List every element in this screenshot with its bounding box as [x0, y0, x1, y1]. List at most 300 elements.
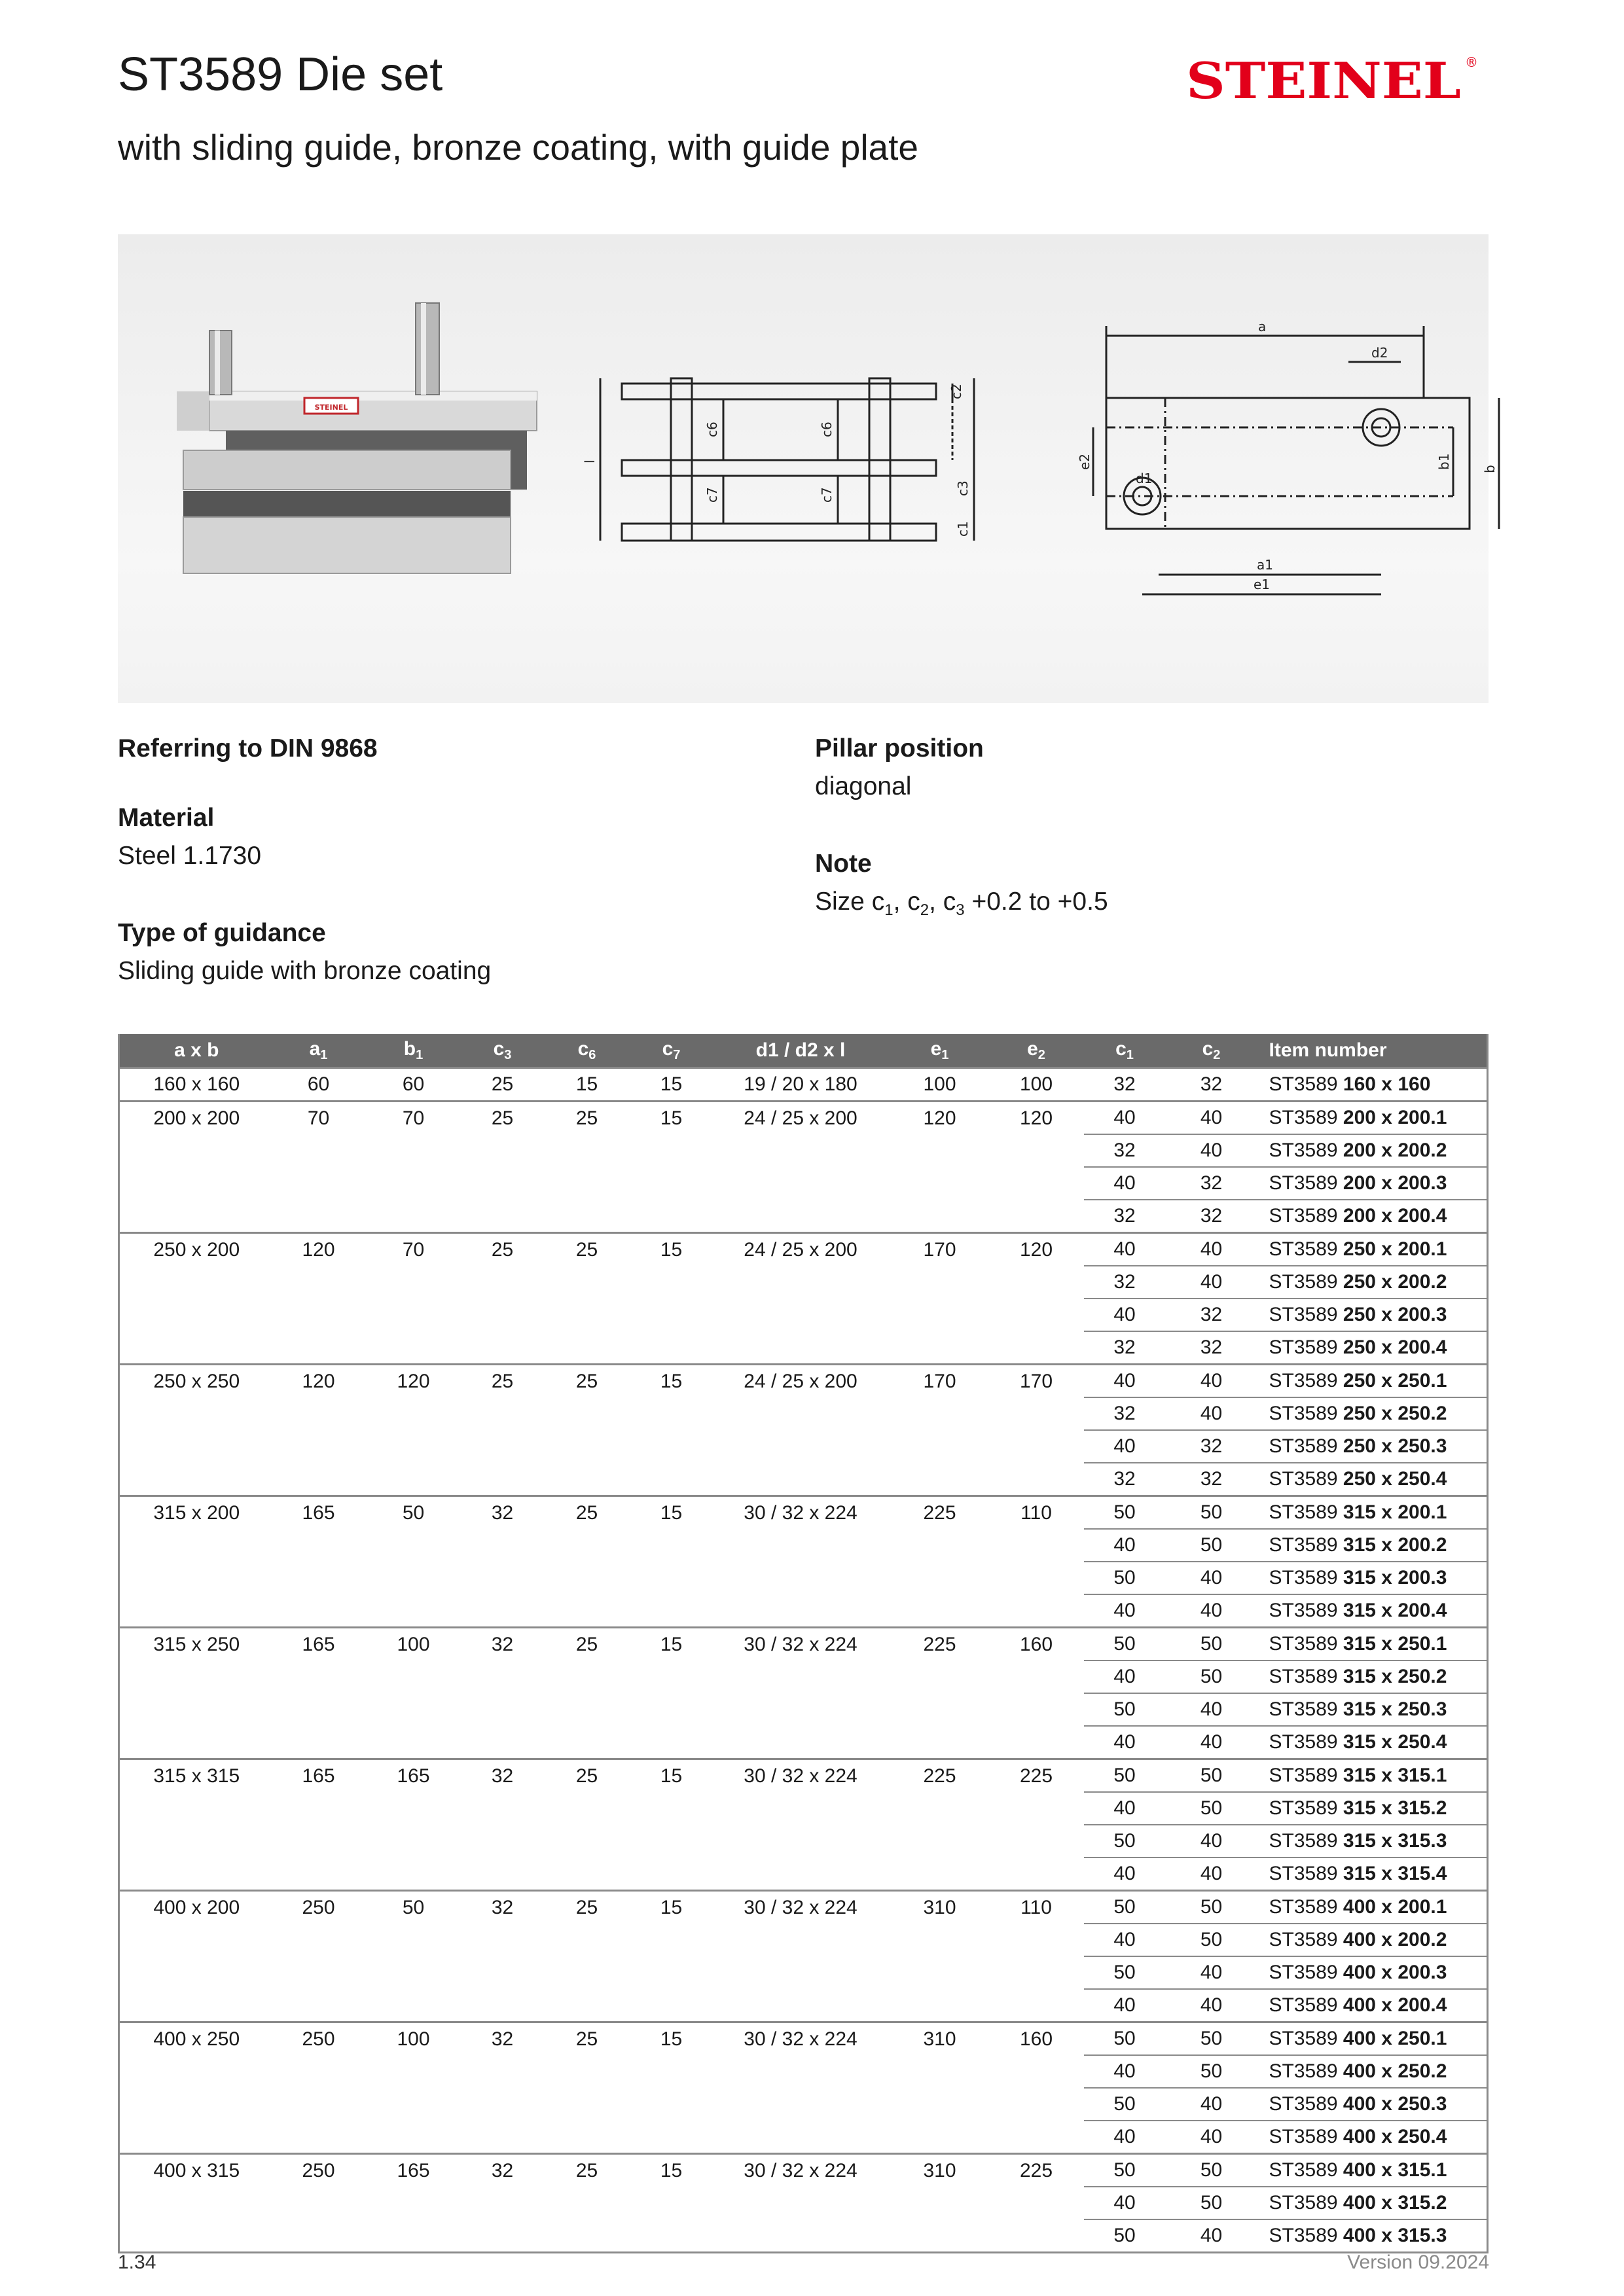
cell-a1 — [274, 1660, 364, 1693]
cell-e1 — [891, 1134, 989, 1167]
cell-c6: 25 — [542, 2154, 632, 2187]
table-row — [119, 2219, 1488, 2253]
cell-c2: 50 — [1166, 2055, 1257, 2088]
cell-c1: 40 — [1084, 1430, 1166, 1463]
cell-b1: 165 — [364, 2154, 463, 2187]
table-row — [119, 2187, 1488, 2219]
cell-size — [119, 1989, 274, 2022]
cell-dl — [711, 1134, 891, 1167]
cell-c7 — [632, 2055, 711, 2088]
table-row — [119, 1134, 1488, 1167]
cell-c2: 50 — [1166, 1759, 1257, 1793]
cell-c7: 15 — [632, 1102, 711, 1135]
cell-dl: 24 / 25 x 200 — [711, 1233, 891, 1266]
cell-c7 — [632, 1200, 711, 1233]
cell-e2 — [989, 2088, 1084, 2121]
cell-c3 — [463, 1397, 542, 1430]
cell-c2: 50 — [1166, 1529, 1257, 1562]
top-view-labels — [1077, 319, 1498, 592]
table-row — [119, 1891, 1488, 1924]
cell-a1 — [274, 1430, 364, 1463]
cell-c1: 50 — [1084, 1891, 1166, 1924]
cell-dl — [711, 1167, 891, 1200]
cell-size: 250 x 250 — [119, 1365, 274, 1398]
cell-e2: 110 — [989, 1496, 1084, 1530]
cell-c3 — [463, 1562, 542, 1594]
cell-e1: 100 — [891, 1068, 989, 1102]
cell-dl — [711, 1562, 891, 1594]
cell-dl: 30 / 32 x 224 — [711, 1759, 891, 1793]
cell-c7: 15 — [632, 1628, 711, 1661]
cell-a1 — [274, 1463, 364, 1496]
cell-b1 — [364, 1726, 463, 1759]
table-row — [119, 1200, 1488, 1233]
info-right-column — [815, 732, 1108, 962]
cell-e1: 310 — [891, 2022, 989, 2056]
cell-size — [119, 1726, 274, 1759]
column-header: $c_1$ — [1084, 1034, 1166, 1068]
svg-text:b1: b1 — [1436, 453, 1452, 470]
die-set-photo — [177, 303, 537, 573]
cell-item-number: ST3589 400 x 250.3 — [1257, 2088, 1488, 2121]
cell-c7 — [632, 1266, 711, 1299]
cell-c1: 40 — [1084, 1857, 1166, 1891]
table-row — [119, 1726, 1488, 1759]
cell-a1 — [274, 1134, 364, 1167]
cell-c2: 50 — [1166, 2187, 1257, 2219]
cell-c1: 50 — [1084, 2088, 1166, 2121]
cell-c6: 25 — [542, 2022, 632, 2056]
table-row — [119, 1102, 1488, 1135]
cell-c6 — [542, 1200, 632, 1233]
cell-b1 — [364, 1397, 463, 1430]
cell-e1 — [891, 1430, 989, 1463]
cell-c7 — [632, 1430, 711, 1463]
cell-c2: 40 — [1166, 2219, 1257, 2253]
cell-c3: 32 — [463, 1891, 542, 1924]
cell-size — [119, 2121, 274, 2154]
cell-a1 — [274, 2088, 364, 2121]
cell-c1: 40 — [1084, 1299, 1166, 1331]
info-left-column — [118, 732, 491, 1031]
cell-e2 — [989, 1331, 1084, 1365]
cell-a1: 120 — [274, 1365, 364, 1398]
cell-c6 — [542, 1924, 632, 1956]
cell-e2: 120 — [989, 1102, 1084, 1135]
cell-c6: 25 — [542, 1102, 632, 1135]
cell-c6: 25 — [542, 1496, 632, 1530]
page-number: 1.34 — [118, 2251, 156, 2273]
cell-c3 — [463, 2088, 542, 2121]
cell-e2: 225 — [989, 1759, 1084, 1793]
cell-a1: 250 — [274, 2022, 364, 2056]
cell-a1: 120 — [274, 1233, 364, 1266]
cell-e2 — [989, 1857, 1084, 1891]
cell-a1 — [274, 1989, 364, 2022]
cell-dl — [711, 1792, 891, 1825]
cell-e1 — [891, 1825, 989, 1857]
cell-c6 — [542, 1167, 632, 1200]
cell-e2 — [989, 2121, 1084, 2154]
cell-item-number: ST3589 315 x 200.1 — [1257, 1496, 1488, 1530]
page-title: ST3589 Die set — [118, 48, 443, 101]
cell-a1 — [274, 1529, 364, 1562]
cell-item-number: ST3589 400 x 315.1 — [1257, 2154, 1488, 2187]
cell-c7: 15 — [632, 1233, 711, 1266]
pillar-value: diagonal — [815, 772, 912, 800]
cell-c7 — [632, 1792, 711, 1825]
column-header: $a_1$ — [274, 1034, 364, 1068]
cell-c1: 40 — [1084, 1529, 1166, 1562]
cell-e2 — [989, 1430, 1084, 1463]
cell-e2 — [989, 1726, 1084, 1759]
cell-c2: 40 — [1166, 1365, 1257, 1398]
cell-c3 — [463, 2187, 542, 2219]
cell-c7 — [632, 2121, 711, 2154]
cell-c6: 25 — [542, 1628, 632, 1661]
pillar-heading: Pillar position — [815, 734, 984, 762]
cell-e1 — [891, 1726, 989, 1759]
cell-a1 — [274, 2187, 364, 2219]
cell-size — [119, 1266, 274, 1299]
table-row — [119, 1167, 1488, 1200]
cell-c2: 32 — [1166, 1430, 1257, 1463]
cell-dl — [711, 1266, 891, 1299]
cell-item-number: ST3589 400 x 200.2 — [1257, 1924, 1488, 1956]
cell-c7 — [632, 1562, 711, 1594]
cell-size — [119, 1660, 274, 1693]
guidance-heading: Type of guidance — [118, 919, 326, 947]
cell-dl — [711, 1299, 891, 1331]
cell-size: 400 x 315 — [119, 2154, 274, 2187]
cell-size — [119, 1200, 274, 1233]
table-row — [119, 1956, 1488, 1989]
cell-e2: 110 — [989, 1891, 1084, 1924]
cell-c2: 32 — [1166, 1167, 1257, 1200]
cell-e1: 225 — [891, 1759, 989, 1793]
cell-c7 — [632, 2088, 711, 2121]
cell-c3 — [463, 1857, 542, 1891]
cell-c2: 40 — [1166, 1233, 1257, 1266]
cell-e2 — [989, 1299, 1084, 1331]
guidance-value: Sliding guide with bronze coating — [118, 957, 492, 985]
column-header: $c_2$ — [1166, 1034, 1257, 1068]
cell-item-number: ST3589 400 x 250.1 — [1257, 2022, 1488, 2056]
table-row — [119, 1529, 1488, 1562]
cell-c7 — [632, 1134, 711, 1167]
cell-b1: 50 — [364, 1891, 463, 1924]
column-header: $e_2$ — [989, 1034, 1084, 1068]
cell-c6 — [542, 1134, 632, 1167]
cell-b1 — [364, 1299, 463, 1331]
cell-c3 — [463, 1430, 542, 1463]
cell-c6 — [542, 1266, 632, 1299]
cell-item-number: ST3589 315 x 315.4 — [1257, 1857, 1488, 1891]
cell-item-number: ST3589 200 x 200.3 — [1257, 1167, 1488, 1200]
cell-a1 — [274, 2219, 364, 2253]
cell-e2 — [989, 2219, 1084, 2253]
cell-item-number: ST3589 250 x 200.3 — [1257, 1299, 1488, 1331]
cell-size — [119, 1825, 274, 1857]
cell-a1 — [274, 1167, 364, 1200]
cell-c6: 25 — [542, 1891, 632, 1924]
cell-e2: 160 — [989, 2022, 1084, 2056]
cell-item-number: ST3589 315 x 315.1 — [1257, 1759, 1488, 1793]
svg-text:a: a — [1258, 319, 1267, 334]
cell-c6 — [542, 1857, 632, 1891]
cell-c3 — [463, 1660, 542, 1693]
cell-c6 — [542, 2219, 632, 2253]
cell-e2 — [989, 1134, 1084, 1167]
cell-c7: 15 — [632, 1496, 711, 1530]
table-header-row — [119, 1034, 1488, 1068]
cell-c7 — [632, 1989, 711, 2022]
table-row — [119, 1759, 1488, 1793]
cell-size — [119, 1299, 274, 1331]
cell-c7 — [632, 1463, 711, 1496]
cell-size — [119, 1562, 274, 1594]
cell-item-number: ST3589 315 x 200.3 — [1257, 1562, 1488, 1594]
cell-b1 — [364, 1529, 463, 1562]
cell-e1 — [891, 1299, 989, 1331]
cell-dl — [711, 1200, 891, 1233]
cell-size — [119, 2055, 274, 2088]
cell-c3: 25 — [463, 1068, 542, 1102]
cell-c2: 32 — [1166, 1331, 1257, 1365]
cell-item-number: ST3589 315 x 315.2 — [1257, 1792, 1488, 1825]
dimensions-table — [118, 1034, 1489, 2253]
cell-item-number: ST3589 200 x 200.4 — [1257, 1200, 1488, 1233]
cell-e1 — [891, 2187, 989, 2219]
cell-size — [119, 2219, 274, 2253]
cell-e1 — [891, 2055, 989, 2088]
cell-e1 — [891, 1924, 989, 1956]
cell-size — [119, 1529, 274, 1562]
cell-dl — [711, 2055, 891, 2088]
cell-c2: 40 — [1166, 1134, 1257, 1167]
cell-c6 — [542, 2088, 632, 2121]
cell-c2: 40 — [1166, 2088, 1257, 2121]
cell-c1: 50 — [1084, 2022, 1166, 2056]
cell-c6 — [542, 2121, 632, 2154]
cell-e1: 120 — [891, 1102, 989, 1135]
cell-b1 — [364, 1331, 463, 1365]
cell-e2 — [989, 1266, 1084, 1299]
cell-size: 400 x 250 — [119, 2022, 274, 2056]
table-row — [119, 1331, 1488, 1365]
cell-dl — [711, 2187, 891, 2219]
cell-c2: 40 — [1166, 1266, 1257, 1299]
photo-label: STEINEL — [314, 403, 348, 412]
cell-a1 — [274, 1825, 364, 1857]
cell-b1 — [364, 2187, 463, 2219]
cell-e1 — [891, 1266, 989, 1299]
cell-size — [119, 2187, 274, 2219]
svg-text:d2: d2 — [1371, 345, 1388, 361]
cell-e2 — [989, 1200, 1084, 1233]
cell-item-number: ST3589 400 x 200.4 — [1257, 1989, 1488, 2022]
cell-dl — [711, 1924, 891, 1956]
table-row — [119, 1693, 1488, 1726]
cell-size — [119, 2088, 274, 2121]
cell-c6 — [542, 1463, 632, 1496]
cell-e2 — [989, 1167, 1084, 1200]
cell-e2 — [989, 1825, 1084, 1857]
cell-c2: 40 — [1166, 1825, 1257, 1857]
table-row — [119, 1792, 1488, 1825]
cell-e1: 170 — [891, 1233, 989, 1266]
cell-c6 — [542, 1562, 632, 1594]
cell-c2: 40 — [1166, 2121, 1257, 2154]
table-row — [119, 1825, 1488, 1857]
cell-b1: 50 — [364, 1496, 463, 1530]
cell-c6 — [542, 1594, 632, 1628]
cell-c2: 40 — [1166, 1726, 1257, 1759]
cell-e2: 100 — [989, 1068, 1084, 1102]
cell-e1 — [891, 2219, 989, 2253]
die-set-illustration — [118, 234, 1498, 703]
cell-b1 — [364, 1266, 463, 1299]
cell-size — [119, 1397, 274, 1430]
cell-b1 — [364, 1956, 463, 1989]
cell-c3 — [463, 1792, 542, 1825]
cell-dl: 24 / 25 x 200 — [711, 1365, 891, 1398]
cell-c1: 40 — [1084, 1233, 1166, 1266]
cell-e1 — [891, 1562, 989, 1594]
cell-c3: 32 — [463, 1759, 542, 1793]
cell-c2: 40 — [1166, 1693, 1257, 1726]
cell-c2: 32 — [1166, 1068, 1257, 1102]
cell-dl — [711, 1989, 891, 2022]
cell-item-number: ST3589 250 x 200.4 — [1257, 1331, 1488, 1365]
cell-c3 — [463, 1299, 542, 1331]
cell-c7: 15 — [632, 2022, 711, 2056]
cell-c7 — [632, 1299, 711, 1331]
svg-text:c6: c6 — [819, 422, 835, 437]
cell-c1: 40 — [1084, 1365, 1166, 1398]
cell-b1 — [364, 1989, 463, 2022]
cell-c6 — [542, 2187, 632, 2219]
cell-e2 — [989, 1693, 1084, 1726]
cell-c1: 40 — [1084, 1792, 1166, 1825]
material-heading: Material — [118, 804, 215, 832]
cell-e1 — [891, 1693, 989, 1726]
cell-c2: 40 — [1166, 1989, 1257, 2022]
cell-c1: 32 — [1084, 1200, 1166, 1233]
cell-size — [119, 1430, 274, 1463]
table-row — [119, 2055, 1488, 2088]
cell-c1: 40 — [1084, 2055, 1166, 2088]
cell-c1: 32 — [1084, 1463, 1166, 1496]
cell-c1: 50 — [1084, 2154, 1166, 2187]
cell-e2 — [989, 1529, 1084, 1562]
table-row — [119, 1594, 1488, 1628]
cell-dl — [711, 1463, 891, 1496]
cell-item-number: ST3589 315 x 200.4 — [1257, 1594, 1488, 1628]
cell-c2: 50 — [1166, 1628, 1257, 1661]
cell-c3 — [463, 1924, 542, 1956]
cell-a1 — [274, 1956, 364, 1989]
svg-text:c1: c1 — [955, 521, 971, 537]
cell-a1 — [274, 1331, 364, 1365]
cell-c2: 40 — [1166, 1956, 1257, 1989]
cell-c2: 50 — [1166, 1792, 1257, 1825]
cell-item-number: ST3589 315 x 200.2 — [1257, 1529, 1488, 1562]
cell-c1: 40 — [1084, 1989, 1166, 2022]
cell-dl: 30 / 32 x 224 — [711, 1496, 891, 1530]
cell-c3 — [463, 1726, 542, 1759]
cell-item-number: ST3589 160 x 160 — [1257, 1068, 1488, 1102]
cell-size — [119, 1956, 274, 1989]
cell-c3: 32 — [463, 1496, 542, 1530]
cell-c1: 40 — [1084, 1102, 1166, 1135]
cell-e1 — [891, 1200, 989, 1233]
cell-c1: 50 — [1084, 1956, 1166, 1989]
cell-c6 — [542, 1693, 632, 1726]
svg-text:c7: c7 — [819, 487, 835, 503]
cell-dl — [711, 2219, 891, 2253]
cell-a1 — [274, 1924, 364, 1956]
cell-dl — [711, 2088, 891, 2121]
cell-a1 — [274, 1792, 364, 1825]
cell-size — [119, 1167, 274, 1200]
cell-item-number: ST3589 315 x 250.4 — [1257, 1726, 1488, 1759]
cell-c6: 25 — [542, 1365, 632, 1398]
cell-c6 — [542, 1397, 632, 1430]
cell-b1 — [364, 1463, 463, 1496]
cell-c3: 25 — [463, 1365, 542, 1398]
cell-c7: 15 — [632, 2154, 711, 2187]
cell-dl — [711, 1857, 891, 1891]
cell-c1: 32 — [1084, 1134, 1166, 1167]
cell-e1 — [891, 1857, 989, 1891]
cell-c3 — [463, 1200, 542, 1233]
cell-a1 — [274, 1397, 364, 1430]
cell-c2: 50 — [1166, 1660, 1257, 1693]
cell-e2 — [989, 2055, 1084, 2088]
cell-c3 — [463, 1529, 542, 1562]
cell-c3: 32 — [463, 1628, 542, 1661]
cell-dl — [711, 1529, 891, 1562]
table-row — [119, 1628, 1488, 1661]
cell-a1: 70 — [274, 1102, 364, 1135]
cell-size — [119, 1924, 274, 1956]
column-header: $b_1$ — [364, 1034, 463, 1068]
cell-c7 — [632, 1594, 711, 1628]
cell-a1 — [274, 1693, 364, 1726]
cell-c3 — [463, 1825, 542, 1857]
cell-size: 315 x 250 — [119, 1628, 274, 1661]
cell-c1: 50 — [1084, 1496, 1166, 1530]
note-value: Size $c_1$, $c_2$, $c_3 +0.2$ to +0.5 — [815, 888, 1108, 919]
cell-item-number: ST3589 400 x 315.2 — [1257, 2187, 1488, 2219]
cell-dl — [711, 2121, 891, 2154]
column-header: $c_3$ — [463, 1034, 542, 1068]
cell-c3 — [463, 2219, 542, 2253]
cell-c3 — [463, 1594, 542, 1628]
cell-a1 — [274, 2121, 364, 2154]
cell-e1 — [891, 2121, 989, 2154]
cell-c6 — [542, 1299, 632, 1331]
table-row — [119, 1397, 1488, 1430]
cell-e1: 225 — [891, 1496, 989, 1530]
cell-e2 — [989, 1594, 1084, 1628]
note-heading: Note — [815, 850, 872, 878]
cell-e1 — [891, 1792, 989, 1825]
cell-b1 — [364, 1857, 463, 1891]
cell-a1 — [274, 1200, 364, 1233]
cell-c6 — [542, 1331, 632, 1365]
